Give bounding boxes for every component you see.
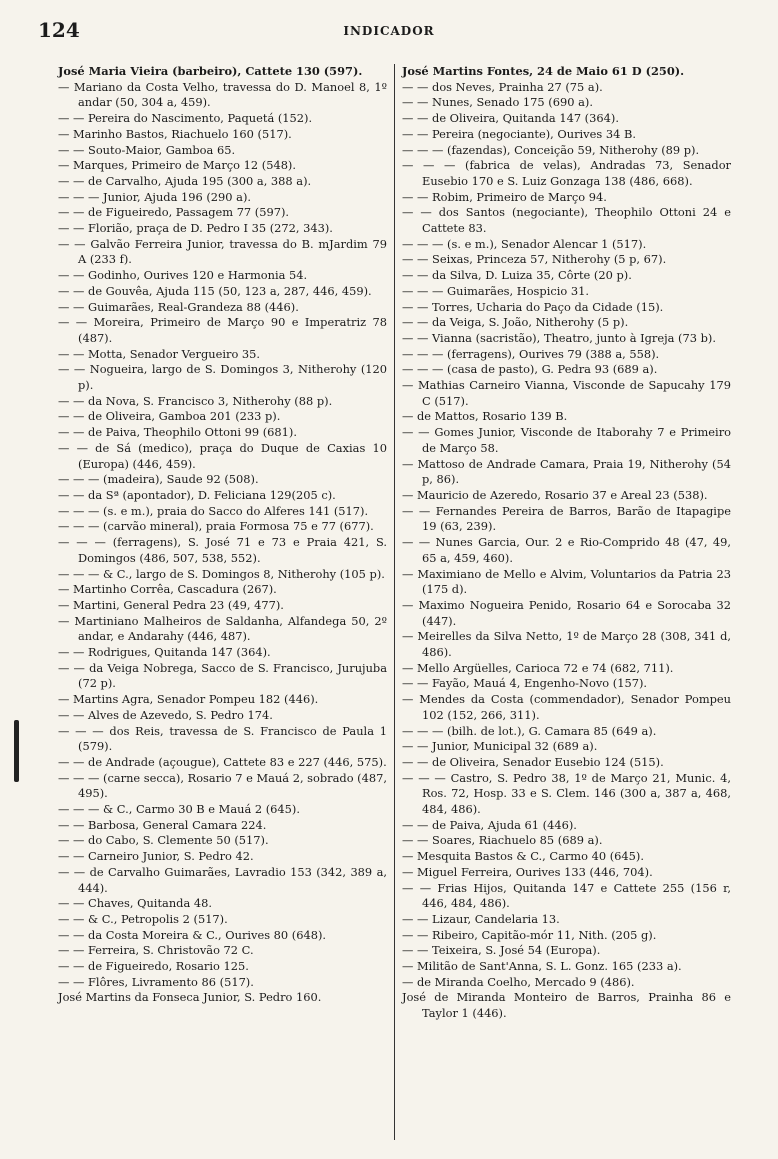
directory-entry: — — — Castro, S. Pedro 38, 1º de Março 21, Munic. 4, Ros. 72, Hosp. 33 e S. Clem. 146 (300 a, 387 a, 468, 484, 486). (402, 770, 731, 817)
directory-entry: — Marinho Bastos, Riachuelo 160 (517). (58, 126, 292, 141)
directory-entry: — — Soares, Riachuelo 85 (689 a). (402, 833, 603, 848)
directory-entry: — Maximo Nogueira Penido, Rosario 64 e Sorocaba 32 (447). (402, 597, 731, 628)
directory-entry: — — Junior, Municipal 32 (689 a). (402, 739, 598, 754)
directory-entry: — — Pereira (negociante), Ourives 34 B. (402, 126, 636, 141)
directory-entry: — — Seixas, Princeza 57, Nitherohy (5 p, 67). (402, 252, 667, 267)
directory-entry: — — da Veiga, S. João, Nitherohy (5 p). (402, 315, 629, 330)
directory-entry: — — — & C., largo de S. Domingos 8, Nitherohy (105 p). (58, 566, 385, 581)
directory-entry: — — Torres, Ucharia do Paço da Cidade (15). (402, 299, 664, 314)
directory-entry: — — — (madeira), Saude 92 (508). (58, 472, 259, 487)
directory-entry: — Maximiano de Mello e Alvim, Voluntarios da Patria 23 (175 d). (402, 566, 731, 597)
directory-entry: — — da Costa Moreira & C., Ourives 80 (648). (58, 927, 327, 942)
directory-entry: — — — (fazendas), Conceição 59, Nitherohy (89 p). (402, 142, 700, 157)
directory-entry: — — Nunes, Senado 175 (690 a). (402, 95, 593, 110)
directory-entry: — — de Paiva, Theophilo Ottoni 99 (681). (58, 425, 297, 440)
margin-ink-mark (14, 720, 19, 782)
directory-entry: — Mathias Carneiro Vianna, Visconde de Sapucahy 179 C (517). (402, 378, 731, 408)
directory-entry: — — — & C., Carmo 30 B e Mauá 2 (645). (58, 802, 300, 817)
directory-entry: — — de Carvalho, Ajuda 195 (300 a, 388 a). (58, 173, 312, 188)
directory-entry: — de Mattos, Rosario 139 B. (402, 409, 568, 424)
directory-entry: — — Fernandes Pereira de Barros, Barão de Itapagipe 19 (63, 239). (402, 503, 731, 534)
directory-entry: — — Carneiro Junior, S. Pedro 42. (58, 849, 254, 864)
directory-entry: — Mattoso de Andrade Camara, Praia 19, Nitherohy (54 p, 86). (402, 456, 731, 487)
directory-entry: — — Moreira, Primeiro de Março 90 e Imperatriz 78 (487). (58, 315, 387, 345)
directory-entry: — — de Carvalho Guimarães, Lavradio 153 (342, 389 a, 444). (58, 864, 387, 895)
directory-entry: — — — (s. e m.), praia do Sacco do Alferes 141 (517). (58, 503, 369, 518)
directory-entry: — — Pereira do Nascimento, Paquetá (152). (58, 111, 313, 126)
two-column-body (58, 64, 736, 1144)
directory-entry: — — & C., Petropolis 2 (517). (58, 911, 228, 926)
directory-entry: — — Ferreira, S. Christovão 72 C. (58, 943, 254, 958)
directory-entry: — — de Andrade (açougue), Cattete 83 e 227 (446, 575). (58, 754, 387, 769)
directory-entry: — — da Nova, S. Francisco 3, Nitherohy (88 p). (58, 393, 333, 408)
directory-entry: — — de Paiva, Ajuda 61 (446). (402, 817, 577, 832)
directory-entry: — — Gomes Junior, Visconde de Itaborahy 7 e Primeiro de Março 58. (402, 425, 731, 455)
directory-entry: — — de Sá (medico), praça do Duque de Caxias 10 (Europa) (446, 459). (58, 440, 387, 471)
column-divider (394, 64, 395, 1140)
directory-entry: — — Frias Hijos, Quitanda 147 e Cattete 255 (156 r, 446, 484, 486). (402, 880, 731, 911)
directory-entry: — Mariano da Costa Velho, travessa do D. Manoel 8, 1º andar (50, 304 a, 459). (58, 79, 387, 110)
directory-entry: — — Godinho, Ourives 120 e Harmonia 54. (58, 268, 308, 283)
directory-entry: — — Ribeiro, Capitão-mór 11, Nith. (205 g). (402, 927, 657, 942)
directory-entry: — — da Veiga Nobrega, Sacco de S. Francisco, Jurujuba (72 p). (58, 660, 387, 691)
directory-entry: — Mello Argüelles, Carioca 72 e 74 (682, 711). (402, 660, 674, 675)
directory-entry: — — de Oliveira, Quitanda 147 (364). (402, 111, 619, 126)
directory-entry: — Meirelles da Silva Netto, 1º de Março 28 (308, 341 d, 486). (402, 629, 731, 660)
directory-entry: — — Florião, praça de D. Pedro I 35 (272, 343). (58, 221, 333, 236)
directory-entry: José Maria Vieira (barbeiro), Cattete 130 (597). (58, 64, 363, 78)
directory-entry: — Martini, General Pedra 23 (49, 477). (58, 597, 284, 612)
directory-entry: — Militão de Sant'Anna, S. L. Gonz. 165 (233 a). (402, 959, 682, 974)
running-title: INDICADOR (343, 24, 435, 38)
directory-entry: — — Alves de Azevedo, S. Pedro 174. (58, 707, 273, 722)
directory-entry: — de Miranda Coelho, Mercado 9 (486). (402, 974, 635, 989)
directory-entry: — — — (carvão mineral), praia Formosa 75 e 77 (677). (58, 519, 374, 534)
directory-entry: — — dos Neves, Prainha 27 (75 a). (402, 79, 603, 94)
directory-entry: — — Teixeira, S. José 54 (Europa). (402, 943, 601, 958)
left-column (58, 64, 387, 1006)
directory-entry: — — Rodrigues, Quitanda 147 (364). (58, 645, 271, 660)
directory-entry: — — Vianna (sacristão), Theatro, junto à Igreja (73 b). (402, 330, 716, 345)
directory-entry: — — Motta, Senador Vergueiro 35. (58, 346, 261, 361)
directory-entry: — — Flôres, Livramento 86 (517). (58, 974, 254, 989)
directory-entry: — — de Oliveira, Senador Eusebio 124 (515). (402, 754, 664, 769)
directory-entry: José Martins Fontes, 24 de Maio 61 D (250). (402, 64, 685, 78)
directory-entry: — — — (s. e m.), Senador Alencar 1 (517). (402, 236, 647, 251)
directory-entry: — Martiniano Malheiros de Saldanha, Alfandega 50, 2º andar, e Andarahy (446, 487). (58, 613, 387, 644)
directory-entry: — — — (carne secca), Rosario 7 e Mauá 2, sobrado (487, 495). (58, 770, 387, 801)
directory-entry: — — Nunes Garcia, Our. 2 e Rio-Comprido 48 (47, 49, 65 a, 459, 460). (402, 535, 731, 565)
directory-entry: — — Fayão, Mauá 4, Engenho-Novo (157). (402, 676, 648, 691)
directory-entry: — — — (ferragens), Ourives 79 (388 a, 558). (402, 346, 660, 361)
directory-entry: — — Souto-Maior, Gamboa 65. (58, 142, 236, 157)
directory-entry: — Martins Agra, Senador Pompeu 182 (446). (58, 692, 319, 707)
directory-entry: — Miguel Ferreira, Ourives 133 (446, 704). (402, 864, 653, 879)
directory-entry: — — dos Santos (negociante), Theophilo Ottoni 24 e Cattete 83. (402, 205, 731, 236)
page-number: 124 (38, 18, 80, 42)
directory-entry: — — Nogueira, largo de S. Domingos 3, Nitherohy (120 p). (58, 362, 387, 393)
directory-entry: — — — (bilh. de lot.), G. Camara 85 (649 a). (402, 723, 657, 738)
directory-entry: — Mauricio de Azeredo, Rosario 37 e Areal 23 (538). (402, 487, 708, 502)
directory-entry: — — de Oliveira, Gamboa 201 (233 p). (58, 409, 281, 424)
directory-entry: — — Barbosa, General Camara 224. (58, 817, 267, 832)
directory-entry: — — de Gouvêa, Ajuda 115 (50, 123 a, 287, 446, 459). (58, 283, 372, 298)
directory-entry: — — Chaves, Quitanda 48. (58, 896, 212, 911)
directory-entry: — — — (fabrica de velas), Andradas 73, Senador Eusebio 170 e S. Luiz Gonzaga 138 (486, 668). (402, 158, 731, 188)
directory-entry: — Marques, Primeiro de Março 12 (548). (58, 158, 297, 173)
directory-entry: José Martins da Fonseca Junior, S. Pedro 160. (58, 990, 322, 1005)
directory-entry: — — Galvão Ferreira Junior, travessa do B. mJardim 79 A (233 f). (58, 236, 387, 267)
directory-entry: — — do Cabo, S. Clemente 50 (517). (58, 833, 269, 848)
directory-entry: — — — Guimarães, Hospicio 31. (402, 283, 589, 298)
directory-entry: — — Robim, Primeiro de Março 94. (402, 189, 607, 204)
directory-entry: — — — dos Reis, travessa de S. Francisco de Paula 1 (579). (58, 723, 387, 754)
directory-entry: José de Miranda Monteiro de Barros, Prainha 86 e Taylor 1 (446). (402, 990, 731, 1021)
page-header (38, 18, 740, 46)
directory-entry: — — da Silva, D. Luiza 35, Côrte (20 p). (402, 268, 632, 283)
directory-entry: — — — (ferragens), S. José 71 e 73 e Praia 421, S. Domingos (486, 507, 538, 552). (58, 535, 387, 565)
directory-entry: — Mendes da Costa (commendador), Senador Pompeu 102 (152, 266, 311). (402, 692, 731, 722)
directory-entry: — Mesquita Bastos & C., Carmo 40 (645). (402, 849, 644, 864)
right-column (402, 64, 731, 1022)
directory-entry: — — de Figueiredo, Rosario 125. (58, 959, 249, 974)
directory-entry: — Martinho Corrêa, Cascadura (267). (58, 582, 277, 597)
directory-entry: — — — Junior, Ajuda 196 (290 a). (58, 189, 252, 204)
directory-entry: — — Lizaur, Candelaria 13. (402, 911, 560, 926)
directory-entry: — — Guimarães, Real-Grandeza 88 (446). (58, 299, 299, 314)
directory-entry: — — de Figueiredo, Passagem 77 (597). (58, 205, 290, 220)
directory-entry: — — — (casa de pasto), G. Pedra 93 (689 a). (402, 362, 658, 377)
directory-entry: — — da Sª (apontador), D. Feliciana 129(205 c). (58, 487, 336, 502)
